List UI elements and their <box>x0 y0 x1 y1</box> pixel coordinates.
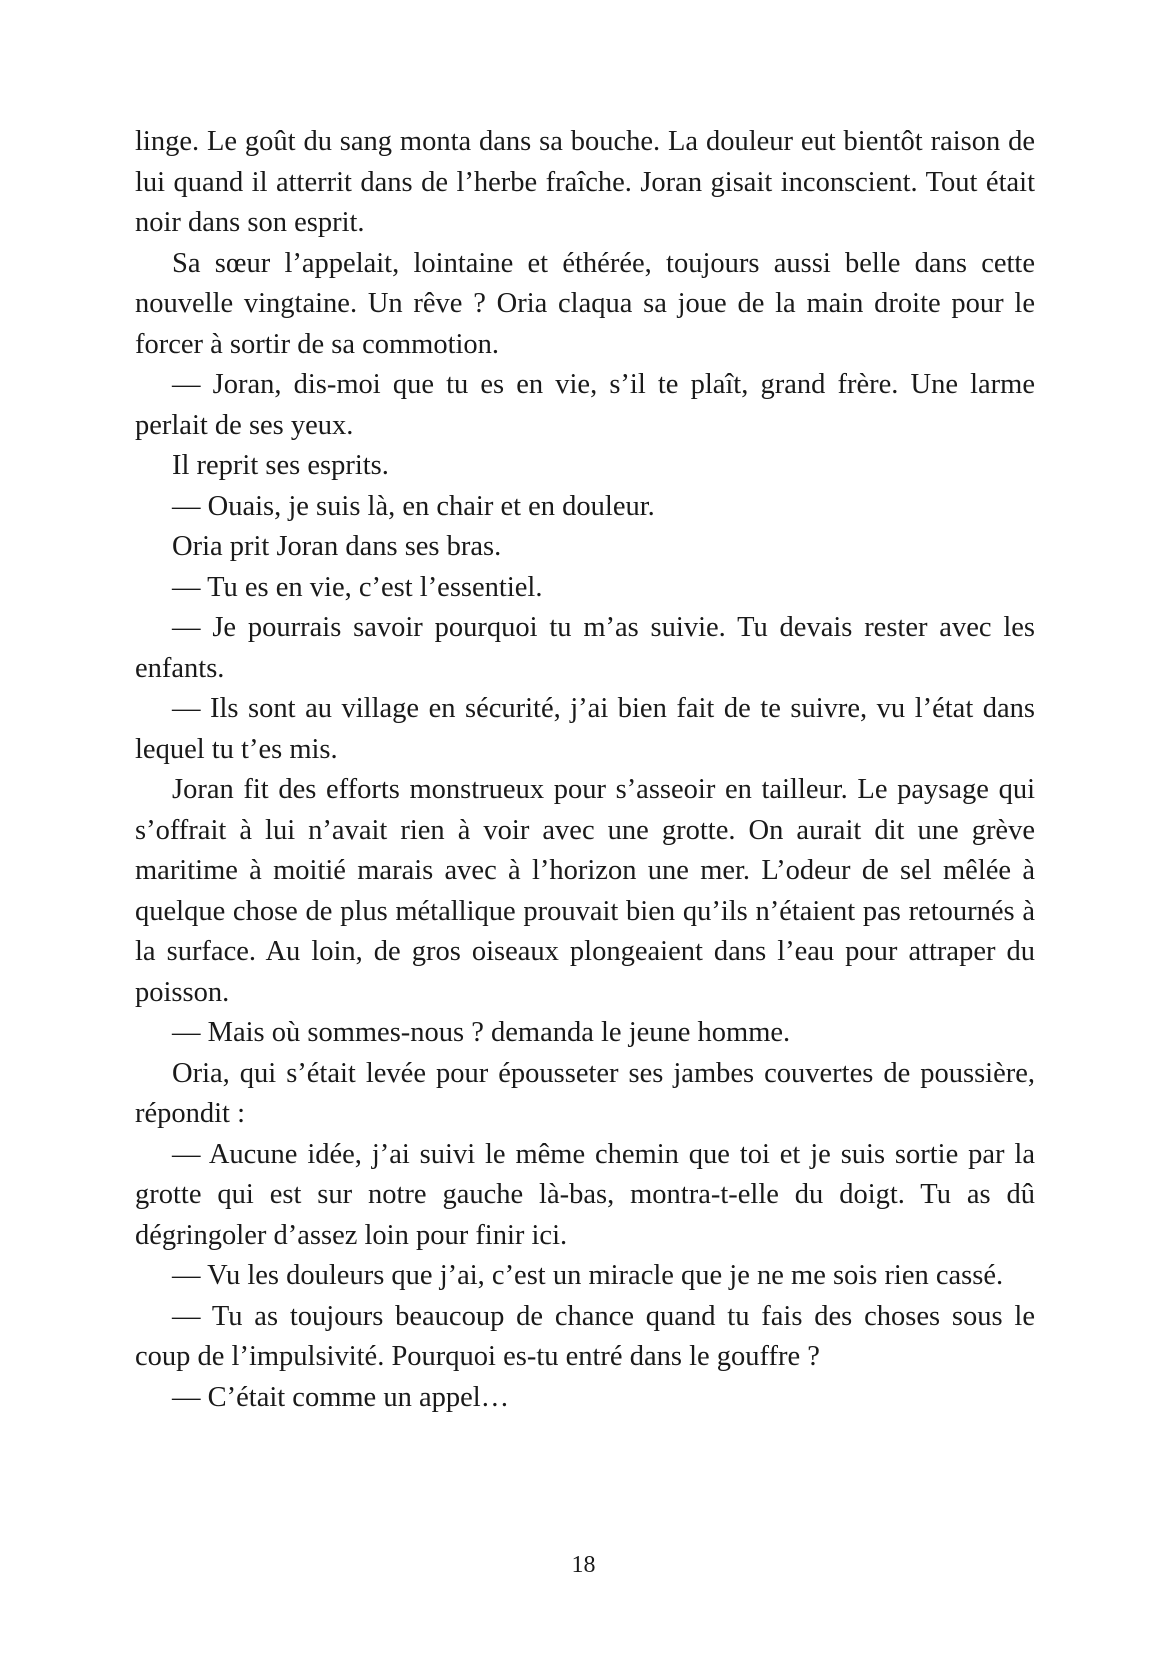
dialogue-line: — Mais où sommes-nous ? demanda le jeune homme. <box>172 1017 791 1048</box>
dialogue-line: — Aucune idée, j’ai suivi le même chemin que toi et je suis sortie par la grotte qui est sur notre gauche là-bas, montra-t-elle du doigt. Tu as dû dégringoler d’assez loin pour finir ici. <box>135 1138 1035 1251</box>
dialogue-line: — Ils sont au village en sécurité, j’ai bien fait de te suivre, vu l’état dans lequel tu t’es mis. <box>135 693 1035 765</box>
page-number: 18 <box>571 1552 596 1578</box>
dialogue-line: — Tu es en vie, c’est l’essentiel. <box>172 571 543 603</box>
paragraph: Joran fit des efforts monstrueux pour s’asseoir en tailleur. Le paysage qui s’offrait à lui n’avait rien à voir avec une grotte. On aurait dit une grève maritime à moitié marais avec à l’horizon une mer. L’odeur de sel mêlée à quelque chose de plus métallique prouvait bien qu’ils n’étaient pas retournés à la surface. Au loin, de gros oiseaux plongeaient dans l’eau pour attraper du poisson. <box>135 774 1035 1008</box>
paragraph: linge. Le goût du sang monta dans sa bouche. La douleur eut bientôt raison de lui quand il atterrit dans de l’herbe fraîche. Joran gisait inconscient. Tout était noir dans son esprit. <box>135 126 1035 238</box>
paragraph: Oria, qui s’était levée pour épousseter ses jambes couvertes de poussière, répondit : <box>135 1057 1035 1129</box>
paragraph: Sa sœur l’appelait, lointaine et éthérée, toujours aussi belle dans cette nouvelle vingtaine. Un rêve ? Oria claqua sa joue de la main droite pour le forcer à sortir de sa commotion. <box>135 247 1035 360</box>
dialogue-line: — Vu les douleurs que j’ai, c’est un miracle que je ne me sois rien cassé. <box>172 1260 1004 1291</box>
body-text <box>135 122 1035 1418</box>
paragraph: Il reprit ses esprits. <box>172 450 389 481</box>
dialogue-line: — Tu as toujours beaucoup de chance quand tu fais des choses sous le coup de l’impulsivité. Pourquoi es-tu entré dans le gouffre ? <box>135 1300 1035 1372</box>
dialogue-line: — C’était comme un appel… <box>172 1381 510 1413</box>
dialogue-line: — Ouais, je suis là, en chair et en douleur. <box>172 490 655 522</box>
paragraph: Oria prit Joran dans ses bras. <box>172 531 502 562</box>
dialogue-line: — Joran, dis-moi que tu es en vie, s’il te plaît, grand frère. Une larme perlait de ses yeux. <box>135 369 1035 441</box>
dialogue-line: — Je pourrais savoir pourquoi tu m’as suivie. Tu devais rester avec les enfants. <box>135 612 1035 684</box>
